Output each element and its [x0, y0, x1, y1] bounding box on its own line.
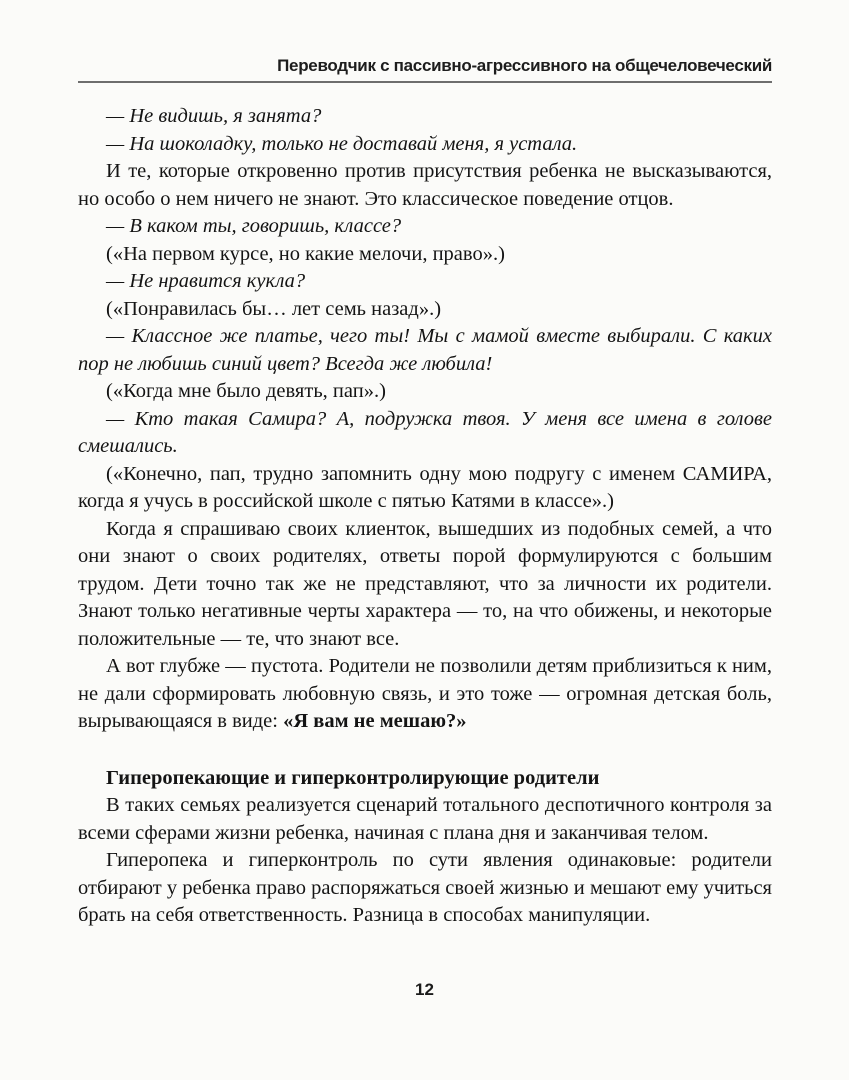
paragraph: («Понравилась бы… лет семь назад».): [106, 297, 442, 320]
paragraph: — В каком ты, говоришь, классе?: [106, 215, 402, 237]
paragraph: И те, которые откровенно против присутствия ребенка не высказываются, но особо о нем ничего не знают. Это классическое поведение отцов.: [78, 160, 772, 210]
paragraph: [78, 653, 772, 736]
paragraph: — Кто такая Самира? А, подружка твоя. У меня все имена в голове смешались.: [78, 407, 772, 457]
running-header-title: Переводчик с пассивно-агрессивного на общечеловеческий: [277, 56, 772, 75]
paragraph: Когда я спрашиваю своих клиенток, вышедших из подобных семей, а что они знают о своих родителях, ответы порой формулируются с большим трудом. Дети точно так же не представляют, что за личности их родители. Знают только негативные черты характера — то, на что обижены, и некоторые положительные — те, что знают все.: [78, 517, 772, 650]
paragraph: — Не нравится кукла?: [106, 270, 306, 292]
paragraph: — Классное же платье, чего ты! Мы с мамой вместе выбирали. С каких пор не любишь синий цвет? Всегда же любила!: [78, 325, 772, 375]
text-run: А вот глубже — пустота. Родители не позволили детям приблизиться к ним, не дали сформировать любовную связь, и это тоже — огромная детская боль, вырывающаяся в виде:: [78, 655, 772, 732]
paragraph: («На первом курсе, но какие мелочи, право».): [106, 242, 505, 265]
paragraph: — На шоколадку, только не доставай меня, я устала.: [106, 132, 578, 155]
section-heading: Гиперопекающие и гиперконтролирующие родители: [106, 766, 600, 789]
paragraph: («Когда мне было девять, пап».): [106, 380, 386, 402]
running-header: [78, 56, 772, 83]
paragraph: В таких семьях реализуется сценарий тотального деспотичного контроля за всеми сферами жизни ребенка, начиная с плана дня и заканчивая телом.: [78, 794, 772, 844]
paragraph: — Не видишь, я занята?: [106, 105, 322, 127]
page-number: 12: [415, 980, 434, 999]
paragraph: («Конечно, пап, трудно запомнить одну мою подругу с именем САМИРА, когда я учусь в российской школе с пятью Катями в классе».): [78, 462, 772, 512]
paragraph: Гиперопека и гиперконтроль по сути явления одинаковые: родители отбирают у ребенка право распоряжаться своей жизнью и мешают ему учиться брать на себя ответственность. Разница в способах манипуляции.: [78, 849, 772, 926]
page-body: [78, 103, 772, 930]
bold-phrase: «Я вам не мешаю?»: [283, 710, 467, 732]
